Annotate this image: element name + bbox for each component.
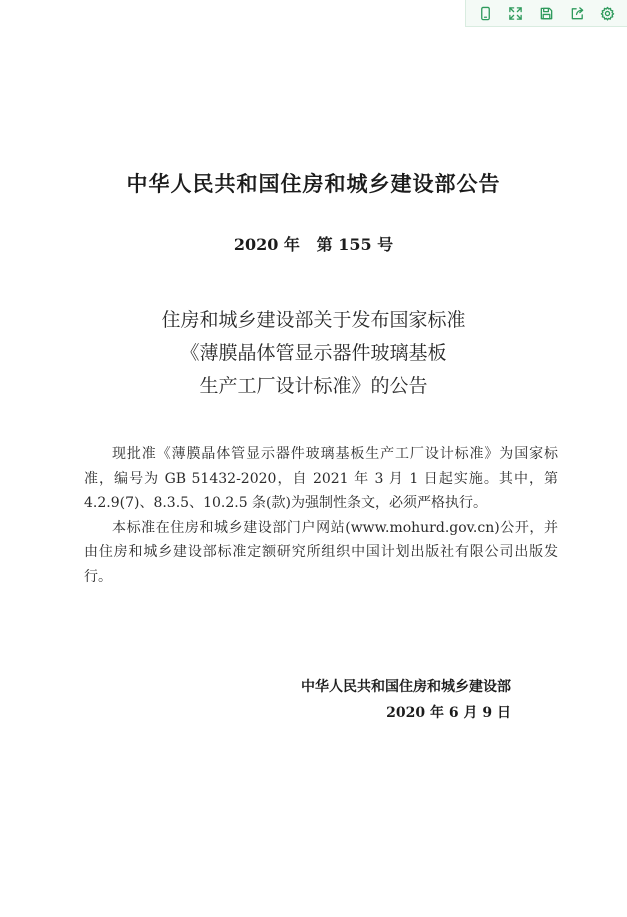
body-paragraph: 现批准《薄膜晶体管显示器件玻璃基板生产工厂设计标准》为国家标准，编号为 GB 51432-2020，自 2021 年 3 月 1 日起实施。其中，第 4.2.9(7)、8.3.5、10.2.5 条(款)为强制性条文，必须严格执行。 (84, 446, 558, 511)
issuing-authority: 中华人民共和国住房和城乡建设部 (301, 679, 511, 695)
fullscreen-icon (508, 6, 523, 21)
share-icon (570, 6, 585, 21)
mobile-icon (478, 6, 493, 21)
announcement-body (84, 442, 558, 589)
fullscreen-button[interactable] (505, 2, 527, 24)
announcement-title: 中华人民共和国住房和城乡建设部公告 (126, 172, 501, 196)
body-paragraph: 本标准在住房和城乡建设部门户网站(www.mohurd.gov.cn)公开，并由住房和城乡建设部标准定额研究所组织中国计划出版社有限公司出版发行。 (84, 519, 558, 585)
mobile-view-button[interactable] (474, 2, 496, 24)
settings-button[interactable] (597, 2, 619, 24)
announcement-subtitle (0, 304, 627, 403)
save-button[interactable] (535, 2, 557, 24)
subtitle-line: 生产工厂设计标准》的公告 (199, 375, 428, 397)
share-button[interactable] (566, 2, 588, 24)
gear-icon (600, 6, 615, 21)
document-number: 2020 年 第 155 号 (233, 235, 394, 254)
subtitle-line: 《薄膜晶体管显示器件玻璃基板 (180, 342, 447, 364)
subtitle-line: 住房和城乡建设部关于发布国家标准 (161, 309, 466, 331)
viewer-toolbar (465, 0, 627, 27)
issue-date: 2020 年 6 月 9 日 (386, 705, 511, 721)
save-icon (539, 6, 554, 21)
